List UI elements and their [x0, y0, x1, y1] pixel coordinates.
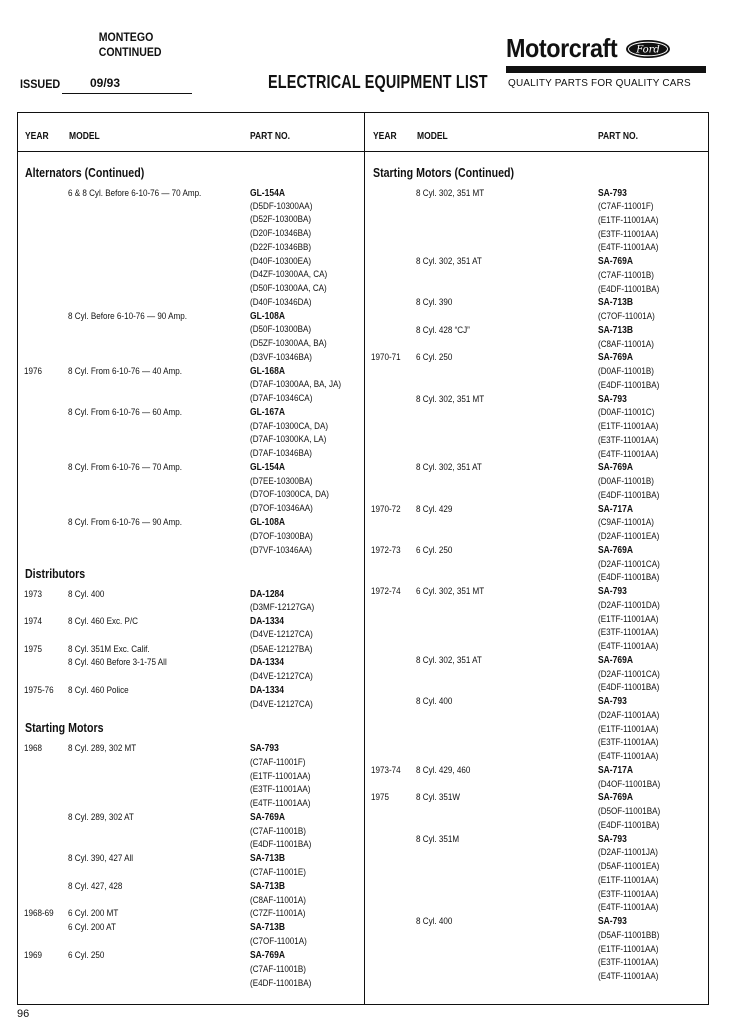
ford-part-number: (D0AF-11001C) — [598, 407, 655, 418]
row-model: 8 Cyl. 428 “CJ” — [416, 325, 470, 336]
row-year: 1968-69 — [24, 908, 54, 919]
section-title: Distributors — [25, 567, 86, 581]
section-title: Alternators (Continued) — [25, 166, 145, 180]
row-model: 8 Cyl. 390, 427 All — [68, 853, 134, 864]
row-model: 8 Cyl. From 6-10-76 — 70 Amp. — [68, 462, 182, 473]
row-year: 1973-74 — [371, 765, 401, 776]
ford-part-number: (D0AF-11001B) — [598, 476, 654, 487]
page-title: ELECTRICAL EQUIPMENT LIST — [268, 72, 488, 92]
ford-part-number: (D52F-10300BA) — [250, 214, 312, 225]
ford-part-number: (E4DF-11001BA) — [598, 572, 660, 583]
ford-part-number: (C7AF-11001E) — [250, 867, 306, 878]
ford-part-number: (D4VE-12127CA) — [250, 699, 313, 710]
ford-part-number: (E3TF-11001AA) — [598, 889, 659, 900]
row-year: 1975-76 — [24, 685, 54, 696]
col-model-right: MODEL — [417, 131, 448, 142]
row-year: 1968 — [24, 743, 42, 754]
issued-date: 09/93 — [90, 76, 121, 90]
ford-part-number: (E4TF-11001AA) — [598, 751, 659, 762]
row-model: 8 Cyl. 460 Exc. P/C — [68, 616, 139, 627]
motorcraft-part-number: SA-713B — [250, 881, 285, 892]
motorcraft-part-number: GL-108A — [250, 517, 285, 528]
ford-part-number: (E1TF-11001AA) — [598, 724, 659, 735]
ford-part-number: (D7AF-10300AA, BA, JA) — [250, 379, 342, 390]
ford-part-number: (D40F-10346DA) — [250, 297, 312, 308]
row-year: 1970-71 — [371, 352, 401, 363]
motorcraft-part-number: DA-1334 — [250, 685, 285, 696]
row-model: 6 Cyl. 250 — [416, 352, 453, 363]
row-model: 8 Cyl. 302, 351 AT — [416, 462, 482, 473]
ford-part-number: (C7AF-11001F) — [598, 201, 654, 212]
row-year: 1974 — [24, 616, 42, 627]
row-model: 8 Cyl. 302, 351 MT — [416, 188, 485, 199]
ford-part-number: (E4TF-11001AA) — [598, 641, 659, 652]
ford-part-number: (E1TF-11001AA) — [250, 771, 311, 782]
motorcraft-part-number: SA-713B — [598, 297, 633, 308]
model-name-line2: CONTINUED — [98, 45, 162, 59]
motorcraft-part-number: SA-793 — [598, 394, 627, 405]
ford-part-number: (D20F-10346BA) — [250, 228, 312, 239]
ford-part-number: (E1TF-11001AA) — [598, 215, 659, 226]
ford-part-number: (E1TF-11001AA) — [598, 421, 659, 432]
motorcraft-part-number: SA-713B — [250, 853, 285, 864]
issued-label: ISSUED — [20, 77, 61, 91]
row-year: 1970-72 — [371, 504, 401, 515]
row-model: 6 Cyl. 200 AT — [68, 922, 116, 933]
ford-part-number: (E4DF-11001BA) — [598, 490, 660, 501]
ford-part-number: (E3TF-11001AA) — [250, 784, 311, 795]
ford-part-number: (D7AF-10346BA) — [250, 448, 312, 459]
row-year: 1972-73 — [371, 545, 401, 556]
ford-part-number: (C7OF-11001A) — [598, 311, 655, 322]
ford-part-number: (C9AF-11001A) — [598, 517, 654, 528]
row-year: 1969 — [24, 950, 42, 961]
ford-part-number: (D7OF-10300CA, DA) — [250, 489, 329, 500]
ford-part-number: (D3MF-12127GA) — [250, 602, 315, 613]
col-year-left: YEAR — [25, 131, 49, 142]
row-model: 6 & 8 Cyl. Before 6-10-76 — 70 Amp. — [68, 188, 202, 199]
ford-part-number: (E4TF-11001AA) — [598, 449, 659, 460]
ford-part-number: (D4VE-12127CA) — [250, 671, 313, 682]
issued-underline — [62, 93, 192, 94]
ford-part-number: (E3TF-11001AA) — [598, 435, 659, 446]
motorcraft-part-number: SA-793 — [598, 916, 627, 927]
section-title: Starting Motors — [25, 721, 104, 735]
ford-part-number: (D3VF-10346BA) — [250, 352, 312, 363]
ford-part-number: (E3TF-11001AA) — [598, 957, 659, 968]
row-model: 8 Cyl. 289, 302 AT — [68, 812, 134, 823]
ford-part-number: (D4ZF-10300AA, CA) — [250, 269, 328, 280]
motorcraft-part-number: SA-713B — [250, 922, 285, 933]
ford-part-number: (D50F-10300AA, CA) — [250, 283, 327, 294]
ford-part-number: (D2AF-11001DA) — [598, 600, 660, 611]
ford-part-number: (D7OF-10346AA) — [250, 503, 313, 514]
motorcraft-part-number: GL-167A — [250, 407, 285, 418]
ford-part-number: (C8AF-11001A) — [598, 339, 654, 350]
motorcraft-part-number: SA-769A — [250, 812, 285, 823]
motorcraft-part-number: SA-793 — [250, 743, 279, 754]
model-name — [98, 30, 162, 60]
ford-part-number: (D2AF-11001AA) — [598, 710, 660, 721]
ford-part-number: (E4TF-11001AA) — [598, 242, 659, 253]
ford-part-number: (D2AF-11001JA) — [598, 847, 658, 858]
motorcraft-part-number: SA-769A — [598, 792, 633, 803]
section-title: Starting Motors (Continued) — [373, 166, 515, 180]
row-model: 8 Cyl. 351M Exc. Calif. — [68, 644, 150, 655]
row-model: 8 Cyl. 427, 428 — [68, 881, 123, 892]
ford-part-number: (D5AF-11001BB) — [598, 930, 660, 941]
model-name-line1: MONTEGO — [98, 30, 154, 44]
ford-part-number: (C7AF-11001B) — [250, 964, 306, 975]
ford-part-number: (D7EE-10300BA) — [250, 476, 313, 487]
row-model: 8 Cyl. 289, 302 MT — [68, 743, 137, 754]
row-model: 8 Cyl. 390 — [416, 297, 453, 308]
brand-tagline: QUALITY PARTS FOR QUALITY CARS — [508, 77, 691, 89]
row-model: 8 Cyl. 351M — [416, 834, 460, 845]
ford-part-number: (C7AF-11001F) — [250, 757, 306, 768]
motorcraft-part-number: GL-168A — [250, 366, 285, 377]
motorcraft-part-number: DA-1334 — [250, 657, 285, 668]
ford-part-number: (E1TF-11001AA) — [598, 944, 659, 955]
row-model: 8 Cyl. From 6-10-76 — 40 Amp. — [68, 366, 182, 377]
row-model: 6 Cyl. 250 — [416, 545, 453, 556]
row-model: 8 Cyl. 460 Before 3-1-75 All — [68, 657, 167, 668]
row-year: 1975 — [371, 792, 389, 803]
ford-part-number: (D7AF-10300KA, LA) — [250, 434, 327, 445]
ford-part-number: (E4DF-11001BA) — [598, 682, 660, 693]
row-year: 1976 — [24, 366, 42, 377]
row-model: 8 Cyl. 429, 460 — [416, 765, 471, 776]
ford-part-number: (C7AF-11001B) — [598, 270, 654, 281]
ford-part-number: (D7OF-10300BA) — [250, 531, 313, 542]
ford-part-number: (E1TF-11001AA) — [598, 875, 659, 886]
motorcraft-part-number: SA-793 — [598, 834, 627, 845]
col-part-right: PART NO. — [598, 131, 638, 142]
row-model: 6 Cyl. 200 MT — [68, 908, 119, 919]
row-model: 8 Cyl. 429 — [416, 504, 453, 515]
ford-part-number: (D4OF-11001BA) — [598, 779, 661, 790]
motorcraft-part-number: SA-769A — [598, 462, 633, 473]
row-model: 8 Cyl. 400 — [68, 589, 105, 600]
row-model: 8 Cyl. 400 — [416, 696, 453, 707]
header-divider — [17, 151, 709, 152]
row-model: 8 Cyl. From 6-10-76 — 90 Amp. — [68, 517, 182, 528]
row-model: 8 Cyl. 400 — [416, 916, 453, 927]
ford-part-number: (D7AF-10346CA) — [250, 393, 313, 404]
ford-part-number: (D0AF-11001B) — [598, 366, 654, 377]
motorcraft-part-number: SA-769A — [598, 352, 633, 363]
motorcraft-part-number: SA-793 — [598, 586, 627, 597]
row-model: 6 Cyl. 302, 351 MT — [416, 586, 485, 597]
ford-part-number: (D5AE-12127BA) — [250, 644, 313, 655]
ford-part-number: (D22F-10346BB) — [250, 242, 312, 253]
ford-part-number: (D5ZF-10300AA, BA) — [250, 338, 327, 349]
brand-logo: Motorcraft — [506, 33, 618, 63]
row-model: 8 Cyl. 302, 351 AT — [416, 655, 482, 666]
ford-part-number: (E4TF-11001AA) — [598, 902, 659, 913]
motorcraft-part-number: SA-793 — [598, 696, 627, 707]
row-year: 1973 — [24, 589, 42, 600]
ford-part-number: (D2AF-11001EA) — [598, 531, 660, 542]
motorcraft-part-number: SA-713B — [598, 325, 633, 336]
ford-part-number: (E4TF-11001AA) — [598, 971, 659, 982]
page-number: 96 — [17, 1008, 30, 1020]
motorcraft-part-number: SA-793 — [598, 188, 627, 199]
ford-part-number: (E3TF-11001AA) — [598, 737, 659, 748]
ford-part-number: (E1TF-11001AA) — [598, 614, 659, 625]
ford-part-number: (C7AF-11001B) — [250, 826, 306, 837]
row-model: 8 Cyl. 302, 351 AT — [416, 256, 482, 267]
row-model: 8 Cyl. 460 Police — [68, 685, 129, 696]
ford-part-number: (D40F-10300EA) — [250, 256, 312, 267]
row-model: 6 Cyl. 250 — [68, 950, 105, 961]
ford-part-number: (D4VE-12127CA) — [250, 629, 313, 640]
ford-part-number: (E4DF-11001BA) — [250, 978, 312, 989]
ford-part-number: (E3TF-11001AA) — [598, 627, 659, 638]
motorcraft-part-number: SA-769A — [250, 950, 285, 961]
ford-oval-logo — [624, 38, 672, 60]
ford-logo-text: Ford — [636, 44, 660, 56]
ford-part-number: (C8AF-11001A) — [250, 895, 306, 906]
ford-part-number: (C7ZF-11001A) — [250, 908, 306, 919]
ford-part-number: (E4DF-11001BA) — [598, 380, 660, 391]
col-year-right: YEAR — [373, 131, 397, 142]
ford-part-number: (E4TF-11001AA) — [250, 798, 311, 809]
row-model: 8 Cyl. 302, 351 MT — [416, 394, 485, 405]
ford-part-number: (D50F-10300BA) — [250, 324, 312, 335]
column-divider — [364, 112, 365, 1005]
ford-part-number: (C7OF-11001A) — [250, 936, 307, 947]
ford-part-number: (D5OF-11001BA) — [598, 806, 661, 817]
row-model: 8 Cyl. 351W — [416, 792, 460, 803]
col-model-left: MODEL — [69, 131, 100, 142]
motorcraft-part-number: SA-769A — [598, 545, 633, 556]
motorcraft-part-number: DA-1284 — [250, 589, 285, 600]
motorcraft-part-number: GL-154A — [250, 462, 285, 473]
ford-part-number: (D5AF-11001EA) — [598, 861, 660, 872]
ford-part-number: (D5DF-10300AA) — [250, 201, 313, 212]
ford-part-number: (D2AF-11001CA) — [598, 559, 660, 570]
row-model: 8 Cyl. From 6-10-76 — 60 Amp. — [68, 407, 182, 418]
ford-part-number: (D7AF-10300CA, DA) — [250, 421, 329, 432]
ford-part-number: (E4DF-11001BA) — [598, 820, 660, 831]
row-model: 8 Cyl. Before 6-10-76 — 90 Amp. — [68, 311, 187, 322]
ford-part-number: (E4DF-11001BA) — [250, 839, 312, 850]
motorcraft-part-number: SA-769A — [598, 256, 633, 267]
ford-part-number: (D2AF-11001CA) — [598, 669, 660, 680]
motorcraft-part-number: GL-154A — [250, 188, 285, 199]
ford-part-number: (D7VF-10346AA) — [250, 545, 312, 556]
motorcraft-part-number: DA-1334 — [250, 616, 285, 627]
row-year: 1972-74 — [371, 586, 401, 597]
motorcraft-part-number: SA-717A — [598, 765, 633, 776]
row-year: 1975 — [24, 644, 42, 655]
ford-part-number: (E4DF-11001BA) — [598, 284, 660, 295]
brand-bar — [506, 66, 706, 73]
motorcraft-part-number: GL-108A — [250, 311, 285, 322]
ford-part-number: (E3TF-11001AA) — [598, 229, 659, 240]
motorcraft-part-number: SA-717A — [598, 504, 633, 515]
motorcraft-part-number: SA-769A — [598, 655, 633, 666]
col-part-left: PART NO. — [250, 131, 290, 142]
